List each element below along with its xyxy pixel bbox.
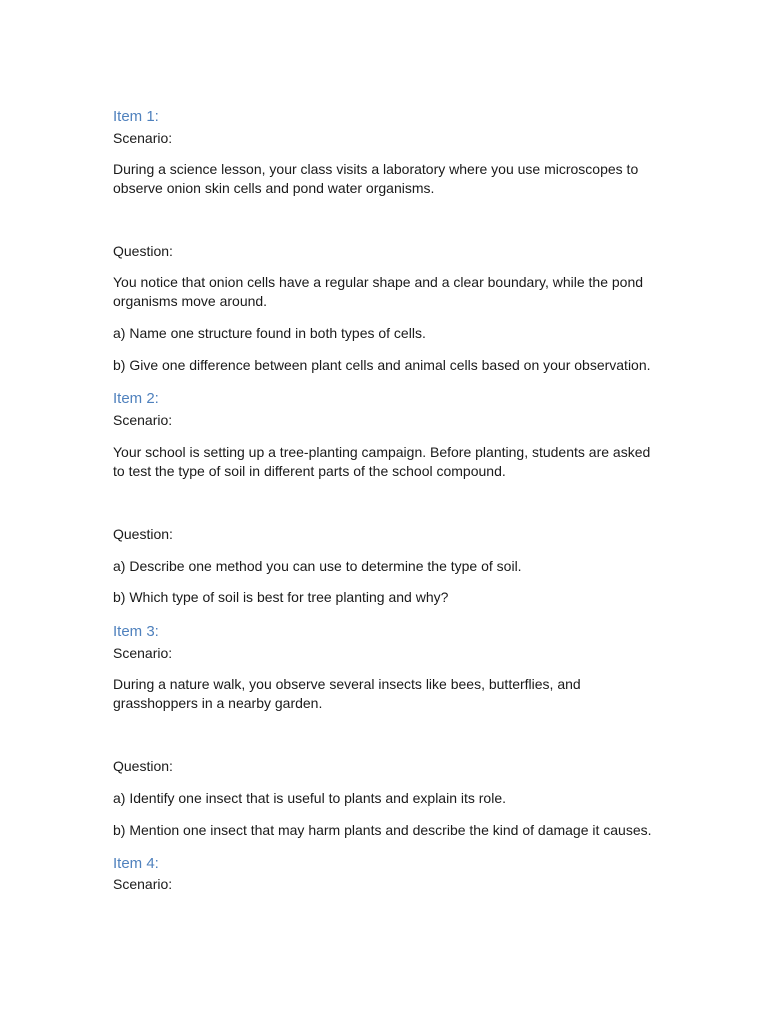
item-4-scenario-label: Scenario:: [113, 876, 173, 892]
item-1-scenario-label: Scenario:: [113, 130, 173, 146]
item-3-question-b: b) Mention one insect that may harm plants and describe the kind of damage it causes.: [113, 822, 652, 838]
item-1-question-label: Question:: [113, 243, 173, 259]
item-1-question-a: a) Name one structure found in both types of cells.: [113, 325, 426, 341]
item-3-question-a: a) Identify one insect that is useful to plants and explain its role.: [113, 790, 507, 806]
item-3-scenario-text: During a nature walk, you observe several insects like bees, butterflies, and grasshoppers in a nearby garden.: [113, 676, 581, 711]
item-2-question-label: Question:: [113, 526, 173, 542]
item-2-scenario-text: Your school is setting up a tree-planting campaign. Before planting, students are asked to test the type of soil in different parts of the school compound.: [113, 444, 651, 479]
item-4-heading: Item 4:: [113, 855, 159, 872]
item-2-scenario-label: Scenario:: [113, 412, 173, 428]
item-2-question-a: a) Describe one method you can use to determine the type of soil.: [113, 558, 522, 574]
item-1-question-b: b) Give one difference between plant cells and animal cells based on your observation.: [113, 357, 651, 373]
item-1-heading: Item 1:: [113, 108, 159, 125]
item-1-question-intro: You notice that onion cells have a regular shape and a clear boundary, while the pond organisms move around.: [113, 274, 644, 309]
item-1-scenario-text: During a science lesson, your class visits a laboratory where you use microscopes to observe onion skin cells and pond water organisms.: [113, 161, 639, 196]
item-2-question-b: b) Which type of soil is best for tree planting and why?: [113, 589, 449, 605]
item-2-heading: Item 2:: [113, 390, 159, 407]
item-3-scenario-label: Scenario:: [113, 645, 173, 661]
item-3-heading: Item 3:: [113, 623, 159, 640]
item-3-question-label: Question:: [113, 758, 173, 774]
